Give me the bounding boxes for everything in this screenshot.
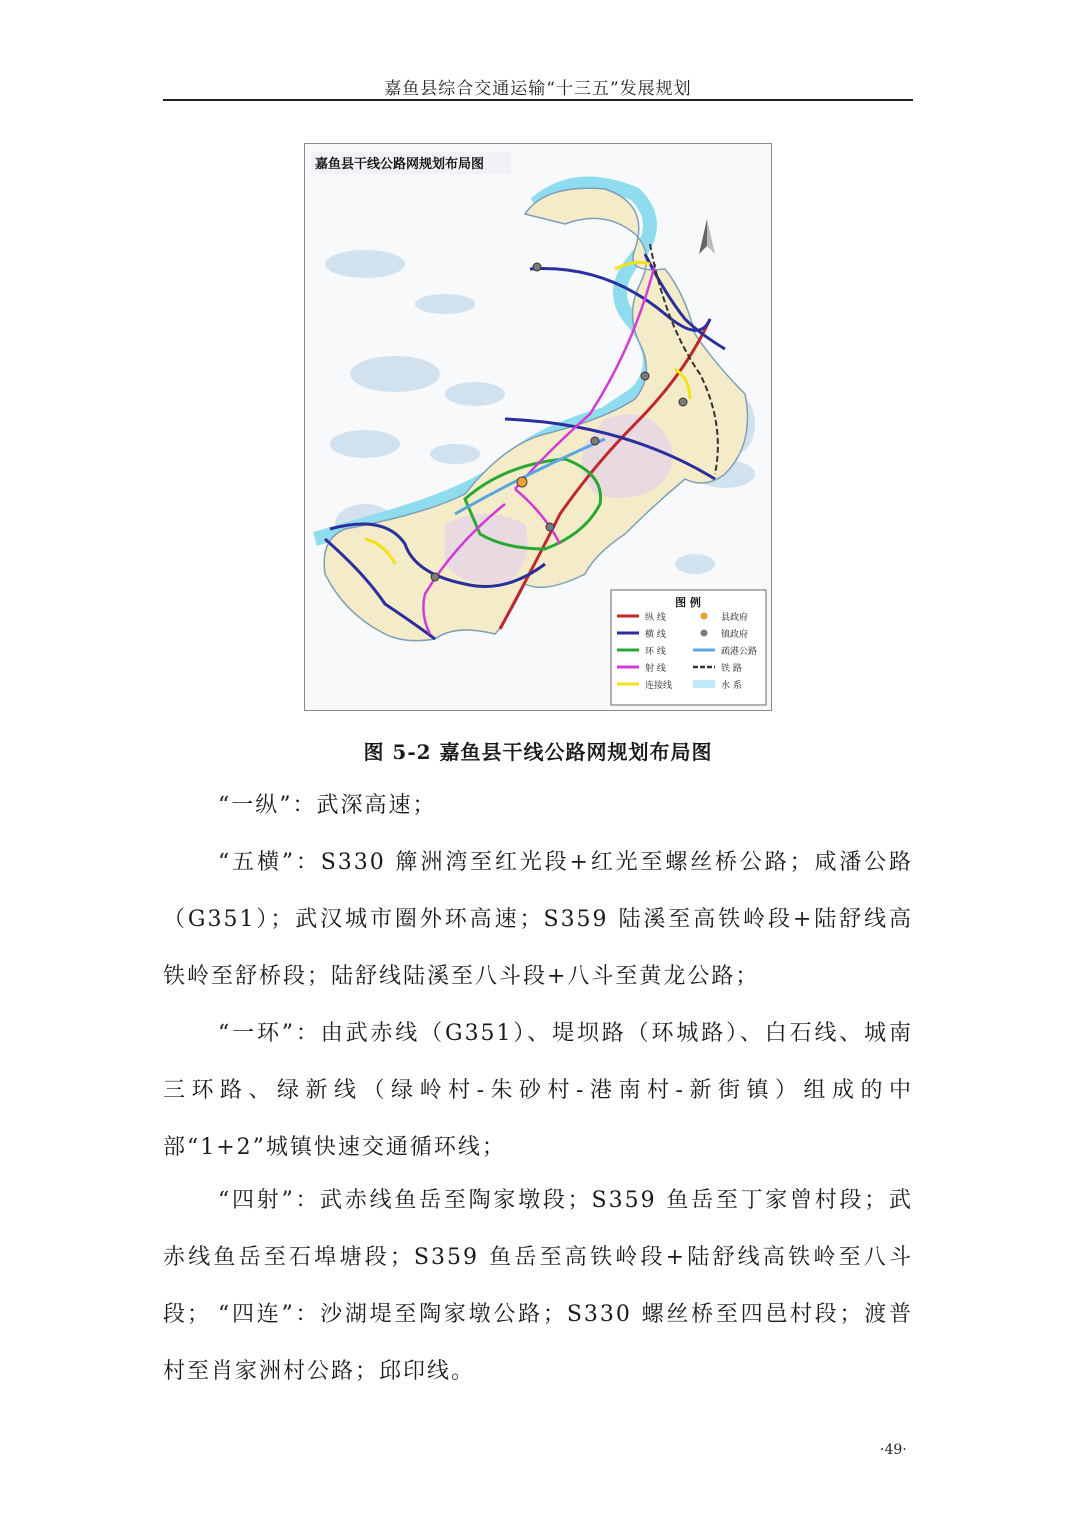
legend-symbol (701, 613, 708, 620)
map-graphic (305, 144, 771, 710)
legend-symbol (701, 630, 708, 637)
legend-label: 横 线 (645, 630, 666, 640)
legend-label: 镇政府 (721, 630, 749, 640)
legend-label: 射 线 (645, 664, 666, 674)
legend-symbol (693, 680, 715, 688)
legend-label: 铁 路 (721, 664, 742, 674)
legend-label: 连接线 (645, 681, 673, 691)
paragraph-yihuan-text: “一环”：由武赤线（G351）、堤坝路（环城路）、白石线、城南三环路、绿新线（绿岭村-朱砂村-港南村-新街镇）组成的中部“1+2”城镇快速交通循环线； (163, 1021, 913, 1160)
figure-caption: 图 5-2 嘉鱼县干线公路网规划布局图 (363, 740, 713, 764)
north-arrow-icon (699, 219, 715, 254)
paragraph-yihuan (163, 1005, 913, 1176)
header-rule (163, 99, 913, 101)
road-network-map (304, 143, 772, 711)
paragraph-sishe-text: “四射”：武赤线鱼岳至陶家墩段；S359 鱼岳至丁家曾村段；武赤线鱼岳至石埠塘段；S359 鱼岳至高铁岭段+陆舒线高铁岭至八斗段； (163, 1188, 913, 1327)
legend-label: 水 系 (721, 681, 742, 691)
paragraph-wuheng-text: “五横”：S330 簰洲湾至红光段+红光至螺丝桥公路；咸潘公路（G351）；武汉城市圈外环高速；S359 陆溪至高铁岭段+陆舒线高铁岭至舒桥段；陆舒线陆溪至八斗段+八斗至黄龙公路； (163, 850, 913, 989)
paragraph-silian (163, 1286, 913, 1400)
paragraph-wuheng (163, 834, 913, 1005)
map-title: 嘉鱼县干线公路网规划布局图 (315, 157, 485, 172)
legend-label: 环 线 (645, 647, 666, 657)
legend-label: 纵 线 (645, 613, 666, 623)
county-government-marker (517, 477, 527, 487)
paragraph-silian-text: “四连”：沙湖堤至陶家墩公路；S330 螺丝桥至四邑村段；渡普村至肖家洲村公路；邱印线。 (163, 1302, 913, 1384)
map-legend (611, 590, 766, 705)
running-header: 嘉鱼县综合交通运输“十三五”发展规划 (384, 79, 692, 99)
legend-label: 县政府 (721, 613, 749, 623)
page-number: ·49· (880, 1442, 907, 1458)
paragraph-yizong (163, 777, 913, 834)
legend-title: 图 例 (675, 596, 701, 609)
paragraph-yizong-text: “一纵”：武深高速； (218, 793, 437, 818)
legend-label: 疏港公路 (721, 647, 758, 657)
